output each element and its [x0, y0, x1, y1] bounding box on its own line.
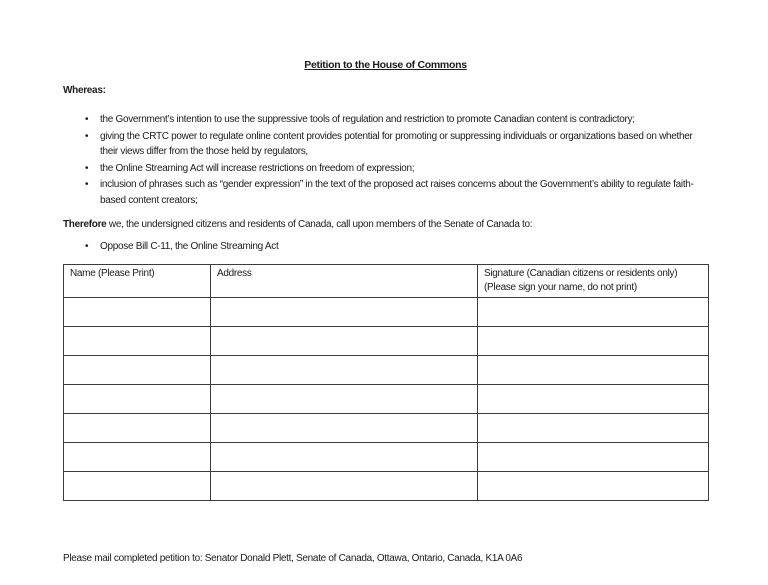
- call-to-action-list: [63, 239, 708, 255]
- empty-signature-cell: [211, 355, 478, 384]
- table-row: [64, 384, 709, 413]
- table-row: [64, 355, 709, 384]
- mailing-instructions: Please mail completed petition to: Senator Donald Plett, Senate of Canada, Ottawa, Ontario, Canada, K1A 0A6: [63, 552, 523, 564]
- signature-table: [63, 264, 709, 501]
- empty-signature-cell: [211, 326, 478, 355]
- bullet-item: • giving the CRTC power to regulate online content provides potential for promoting or suppressing individuals or organizations based on whether their views differ from the those held by regulators,: [63, 129, 708, 160]
- empty-signature-cell: [478, 384, 709, 413]
- empty-signature-cell: [211, 442, 478, 471]
- empty-signature-cell: [64, 471, 211, 500]
- empty-signature-cell: [64, 413, 211, 442]
- document-title: Petition to the House of Commons: [304, 59, 467, 71]
- table-row: [64, 297, 709, 326]
- empty-signature-cell: [211, 384, 478, 413]
- empty-signature-cell: [64, 297, 211, 326]
- therefore-paragraph: [63, 217, 708, 232]
- bullet-item: • the Online Streaming Act will increase restrictions on freedom of expression;: [63, 161, 708, 177]
- empty-signature-cell: [211, 471, 478, 500]
- empty-signature-cell: [478, 471, 709, 500]
- empty-signature-cell: [64, 384, 211, 413]
- empty-signature-cell: [478, 326, 709, 355]
- therefore-text: we, the undersigned citizens and residents of Canada, call upon members of the Senate of Canada to:: [106, 219, 533, 230]
- empty-signature-cell: [478, 355, 709, 384]
- bullet-item: • inclusion of phrases such as “gender expression” in the text of the proposed act raises concerns about the Government’s ability to regulate faith-based content creators;: [63, 177, 708, 208]
- signature-header-line2: (Please sign your name, do not print): [484, 281, 637, 293]
- signature-table-header: [64, 264, 709, 297]
- empty-signature-cell: [64, 326, 211, 355]
- column-header-signature: [478, 264, 709, 297]
- column-header-address: Address: [211, 264, 478, 297]
- empty-signature-cell: [64, 442, 211, 471]
- whereas-bullet-list: [63, 112, 708, 208]
- table-row: [64, 326, 709, 355]
- table-row: [64, 471, 709, 500]
- header-row: [64, 264, 709, 297]
- empty-signature-cell: [211, 413, 478, 442]
- document-content: [63, 58, 708, 566]
- empty-signature-cell: [211, 297, 478, 326]
- empty-signature-cell: [64, 355, 211, 384]
- table-row: [64, 442, 709, 471]
- empty-signature-cell: [478, 297, 709, 326]
- bullet-item: • the Government’s intention to use the suppressive tools of regulation and restriction to promote Canadian content is contradictory;: [63, 112, 708, 128]
- bullet-item: • Oppose Bill C-11, the Online Streaming Act: [63, 239, 708, 255]
- column-header-name: Name (Please Print): [64, 264, 211, 297]
- signature-table-body: [64, 297, 709, 500]
- empty-signature-cell: [478, 442, 709, 471]
- therefore-label: Therefore: [63, 219, 107, 230]
- whereas-heading: Whereas:: [63, 85, 106, 96]
- signature-header-line1: Signature (Canadian citizens or residents only): [484, 267, 678, 279]
- empty-signature-cell: [478, 413, 709, 442]
- table-row: [64, 413, 709, 442]
